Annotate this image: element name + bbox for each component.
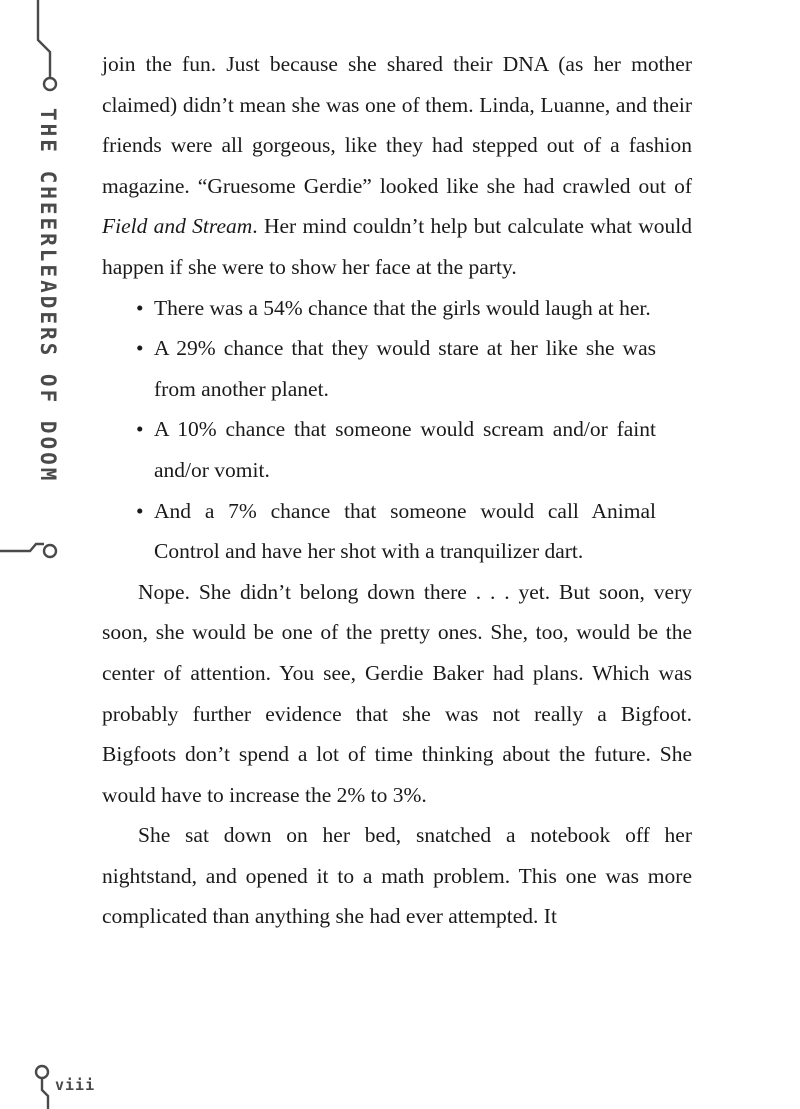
probability-list <box>102 288 656 572</box>
bullet-icon: • <box>136 336 144 361</box>
running-head: THE CHEERLEADERS OF DOOM <box>36 108 60 484</box>
list-item: • A 10% chance that someone would scream and/or faint and/or vomit. <box>136 409 656 490</box>
paragraph: join the fun. Just because she shared their DNA (as her mother claimed) didn’t mean she was one of them. Linda, Luanne, and their friends were all gorgeous, like they had stepped out of a fashion magazine. “Gruesome Gerdie” looked like she had crawled out of Field and Stream. Her mind couldn’t help but calculate what would happen if she were to show her face at the party. <box>102 52 692 279</box>
list-item: • And a 7% chance that someone would call Animal Control and have her shot with a tranquilizer dart. <box>136 491 656 572</box>
page-number: viii <box>55 1076 96 1094</box>
bullet-icon: • <box>136 417 144 442</box>
paragraph: Nope. She didn’t belong down there . . . yet. But soon, very soon, she would be one of the pretty ones. She, too, would be the center of attention. You see, Gerdie Baker had plans. Which was probably further evidence that she was not really a Bigfoot. Bigfoots don’t spend a lot of time thinking about the future. She would have to increase the 2% to 3%. <box>102 579 692 807</box>
list-item: • There was a 54% chance that the girls would laugh at her. <box>136 288 656 329</box>
bullet-icon: • <box>136 498 144 523</box>
bullet-icon: • <box>136 295 144 320</box>
body-text <box>102 44 692 937</box>
italic-title: Field and Stream <box>102 214 253 239</box>
paragraph: She sat down on her bed, snatched a notebook off her nightstand, and opened it to a math problem. This one was more complicated than anything she had ever attempted. It <box>102 823 692 929</box>
list-item: • A 29% chance that they would stare at her like she was from another planet. <box>136 328 656 409</box>
